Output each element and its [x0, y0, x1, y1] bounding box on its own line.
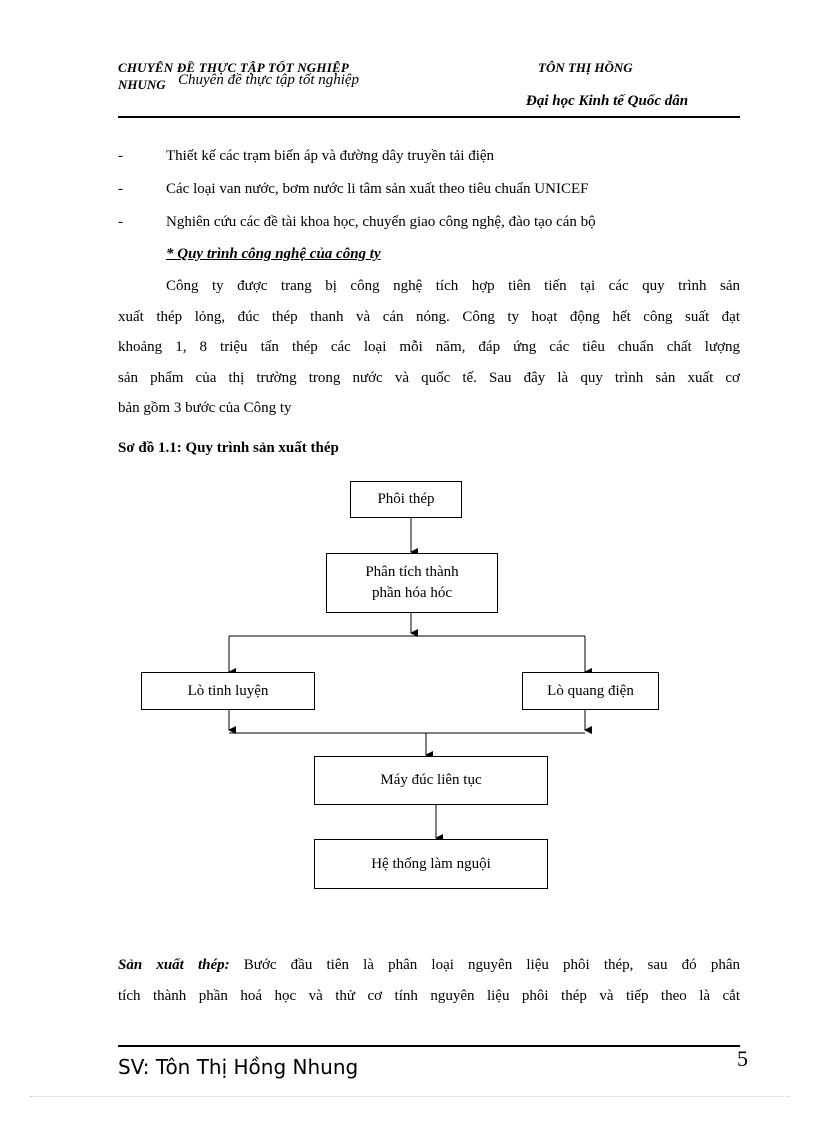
header-overlay-title: Chuyên đề thực tập tốt nghiệp — [178, 72, 360, 88]
bullet-item: Thiết kế các trạm biến áp và đường dây truyền tải điện — [166, 148, 495, 164]
flow-node-he-thong — [314, 839, 548, 889]
bullet-item: Các loại van nước, bơm nước li tâm sản xuất theo tiêu chuẩn UNICEF — [166, 181, 589, 197]
section-subheading: * Quy trình công nghệ của công ty — [166, 246, 381, 262]
flow-node-phoi-thep — [350, 481, 462, 518]
figure-title: Sơ đồ 1.1: Quy trình sản xuất thép — [118, 440, 339, 456]
header-left-name: NHUNG — [118, 77, 166, 92]
paragraph-line: khoảng 1, 8 triệu tấn thép các loại mỗi năm, đáp ứng các tiêu chuẩn chất lượng — [118, 339, 740, 355]
flow-node-lo-quang-dien — [522, 672, 659, 710]
flow-node-label: Lò quang điện — [547, 682, 634, 699]
page-number: 5 — [737, 1046, 748, 1071]
paragraph-line: Công ty được trang bị công nghệ tích hợp tiên tiến tại các quy trình sản — [166, 278, 740, 294]
flow-node-line: phần hóa hóc — [372, 585, 452, 601]
page-bottom-divider — [30, 1096, 790, 1097]
flow-node-label: Phôi thép — [377, 491, 435, 507]
flow-node-line: Phân tích thành — [365, 564, 459, 580]
header-right-author: TÔN THỊ HỒNG — [538, 60, 633, 75]
flow-node-lo-tinh-luyen — [141, 672, 315, 710]
bullet-dash: - — [118, 214, 123, 230]
flow-node-label: Máy đúc liên tục — [380, 772, 482, 788]
footer-student-name: SV: Tôn Thị Hồng Nhung — [118, 1055, 359, 1079]
header-left-title: CHUYÊN ĐỀ THỰC TẬP TỐT NGHIỆP — [118, 60, 349, 75]
flow-node-label: Hệ thống làm nguội — [371, 855, 491, 872]
closing-line-text: Bước đầu tiên là phân loại nguyên liệu phôi thép, sau đó phân — [229, 957, 740, 973]
flow-node-phan-tich — [326, 553, 498, 613]
closing-line: tích thành phần hoá học và thử cơ tính nguyên liệu phôi thép và tiếp theo là cắt — [118, 987, 740, 1004]
footer-rule — [118, 1045, 740, 1047]
paragraph-line: bản gồm 3 bước của Công ty — [118, 400, 292, 416]
paragraph-line: sản phẩm của thị trường trong nước và quốc tế. Sau đây là quy trình sản xuất cơ — [118, 369, 740, 386]
bullet-dash: - — [118, 181, 123, 197]
paragraph-line: xuất thép lỏng, đúc thép thanh và cán nóng. Công ty hoạt động hết công suất đạt — [118, 308, 740, 325]
bullet-item: Nghiên cứu các đề tài khoa học, chuyển giao công nghệ, đào tạo cán bộ — [166, 214, 596, 230]
flow-node-label: Lò tinh luyện — [187, 682, 269, 699]
closing-lead: Sản xuất thép: — [118, 957, 230, 973]
closing-paragraph — [118, 950, 740, 1011]
header-right-university: Đại học Kinh tế Quốc dân — [526, 93, 689, 109]
bullet-dash: - — [118, 148, 123, 164]
flow-node-label — [365, 562, 458, 604]
closing-line — [118, 950, 740, 981]
flow-node-may-duc — [314, 756, 548, 805]
